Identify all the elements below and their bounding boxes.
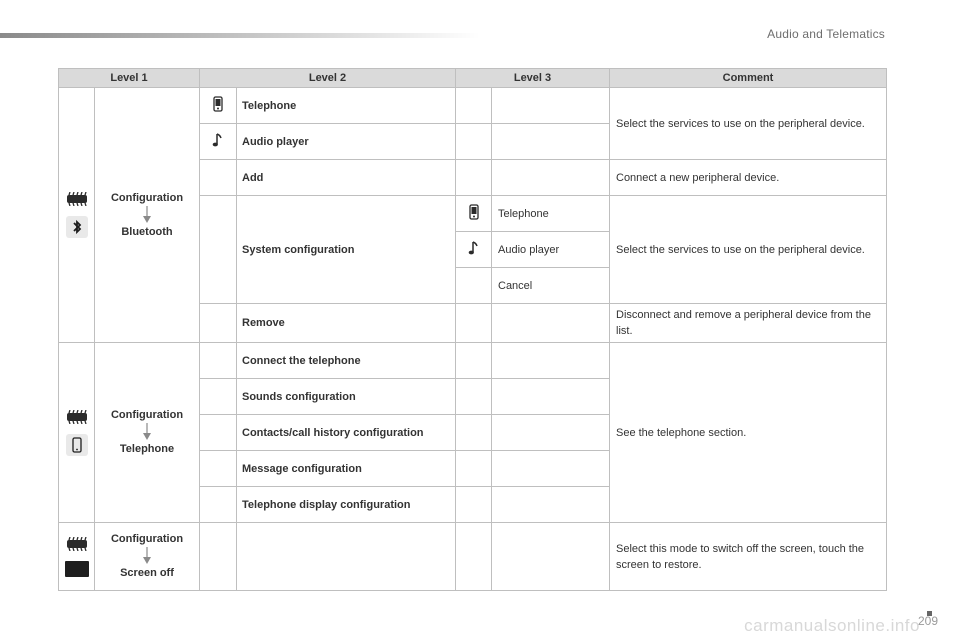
header-level-3: Level 3: [456, 69, 610, 88]
level2-telephone-display-configuration: Telephone display configuration: [237, 487, 456, 523]
level3-icon-empty: [456, 268, 492, 304]
watermark: carmanualsonline.info: [744, 616, 920, 635]
level2-remove: Remove: [237, 304, 456, 343]
level2-audio-player: Audio player: [237, 124, 456, 160]
screen-off-icon: [65, 561, 89, 577]
table-row: [59, 88, 887, 124]
level3-cancel: Cancel: [492, 268, 610, 304]
level3-empty: [492, 523, 610, 591]
phone-icon: [212, 96, 224, 112]
level2-icon-empty: [200, 523, 237, 591]
comment-connect-device: Connect a new peripheral device.: [610, 160, 887, 196]
level2-connect-telephone: Connect the telephone: [237, 343, 456, 379]
level3-icon-empty: [456, 124, 492, 160]
settings-icon: [66, 192, 88, 206]
level3-empty: [492, 451, 610, 487]
header-comment: Comment: [610, 69, 887, 88]
level1-bottom-label: Screen off: [120, 567, 174, 579]
comment-screen-off: Select this mode to switch off the screen, touch the screen to restore.: [610, 523, 887, 591]
section-title: Audio and Telematics: [767, 27, 885, 41]
level3-empty: [492, 379, 610, 415]
arrow-down-icon: [142, 547, 152, 565]
comment-system-services: Select the services to use on the peripheral device.: [610, 196, 887, 304]
music-note-icon: [468, 240, 480, 256]
level2-sounds-configuration: Sounds configuration: [237, 379, 456, 415]
page-number: 209: [917, 614, 938, 628]
level2-icon-cell: [200, 124, 237, 160]
header-level-1: Level 1: [59, 69, 200, 88]
menu-table: [58, 68, 887, 591]
phone-icon: [66, 434, 88, 456]
table-header-row: [59, 69, 887, 88]
table-row: [59, 343, 887, 379]
comment-remove-device: Disconnect and remove a peripheral device from the list.: [610, 304, 887, 343]
level3-empty: [492, 343, 610, 379]
level1-bottom-label: Bluetooth: [121, 225, 173, 238]
level3-icon-empty: [456, 304, 492, 343]
group-icons-bluetooth: [59, 88, 95, 343]
level2-icon-empty: [200, 196, 237, 304]
table-row: [59, 523, 887, 591]
group-icons-screen-off: [59, 523, 95, 591]
level2-icon-empty: [200, 379, 237, 415]
level3-icon-empty: [456, 379, 492, 415]
level2-icon-empty: [200, 343, 237, 379]
level3-icon-empty: [456, 88, 492, 124]
level3-empty: [492, 88, 610, 124]
level3-audio-player: Audio player: [492, 232, 610, 268]
level3-icon-empty: [456, 523, 492, 591]
level3-icon-empty: [456, 451, 492, 487]
header-decor-bar: [0, 33, 480, 38]
comment-telephone-section: See the telephone section.: [610, 343, 887, 523]
level2-system-configuration: System configuration: [237, 196, 456, 304]
level2-icon-empty: [200, 487, 237, 523]
level1-configuration-screen-off: [95, 523, 200, 591]
level3-icon-cell: [456, 232, 492, 268]
level3-icon-empty: [456, 487, 492, 523]
level3-empty: [492, 487, 610, 523]
level2-empty: [237, 523, 456, 591]
header-level-2: Level 2: [200, 69, 456, 88]
settings-icon: [66, 410, 88, 424]
phone-icon: [468, 204, 480, 220]
level2-icon-cell: [200, 88, 237, 124]
level1-top-label: Configuration: [110, 409, 184, 421]
level3-icon-empty: [456, 343, 492, 379]
level3-empty: [492, 124, 610, 160]
arrow-down-icon: [142, 206, 152, 224]
level3-icon-cell: [456, 196, 492, 232]
settings-icon: [66, 537, 88, 551]
comment-select-services: Select the services to use on the peripheral device.: [610, 88, 887, 160]
level2-icon-empty: [200, 451, 237, 487]
level3-icon-empty: [456, 415, 492, 451]
level3-empty: [492, 415, 610, 451]
level3-telephone: Telephone: [492, 196, 610, 232]
level3-empty: [492, 304, 610, 343]
level1-top-label: Configuration: [110, 191, 184, 204]
level2-add: Add: [237, 160, 456, 196]
level1-bottom-label: Telephone: [119, 443, 175, 455]
level1-configuration-bluetooth: [95, 88, 200, 343]
bluetooth-icon: [66, 216, 88, 238]
level3-empty: [492, 160, 610, 196]
level1-configuration-telephone: [95, 343, 200, 523]
group-icons-telephone: [59, 343, 95, 523]
arrow-down-icon: [142, 423, 152, 441]
level2-message-configuration: Message configuration: [237, 451, 456, 487]
level2-icon-empty: [200, 160, 237, 196]
level2-contacts-configuration: Contacts/call history configuration: [237, 415, 456, 451]
level2-telephone: Telephone: [237, 88, 456, 124]
level2-icon-empty: [200, 415, 237, 451]
level3-icon-empty: [456, 160, 492, 196]
level2-icon-empty: [200, 304, 237, 343]
level1-top-label: Configuration: [110, 533, 184, 545]
music-note-icon: [212, 132, 224, 148]
